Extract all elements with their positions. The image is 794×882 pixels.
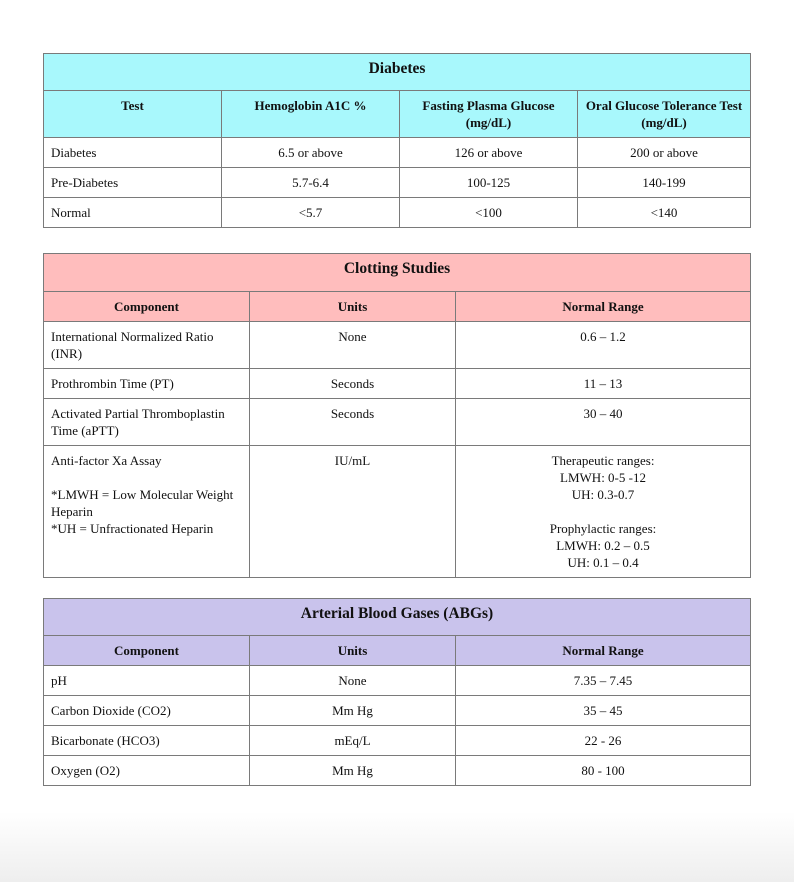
table-row — [44, 756, 751, 786]
table-cell: 6.5 or above — [222, 138, 400, 168]
column-header-test: Test — [44, 91, 222, 138]
clotting-header-row — [44, 292, 751, 322]
table-row — [44, 666, 751, 696]
antixa-units: IU/mL — [250, 446, 456, 578]
table-row — [44, 696, 751, 726]
table-cell — [456, 446, 751, 578]
table-row — [44, 446, 751, 578]
table-cell: Seconds — [250, 369, 456, 399]
abg-header-row — [44, 636, 751, 666]
column-header-ogtt: Oral Glucose Tolerance Test (mg/dL) — [578, 91, 751, 138]
table-cell — [44, 446, 250, 578]
table-cell: <140 — [578, 198, 751, 228]
table-cell: 7.35 – 7.45 — [456, 666, 751, 696]
table-cell: 200 or above — [578, 138, 751, 168]
table-cell: Oxygen (O2) — [44, 756, 250, 786]
abg-title: Arterial Blood Gases (ABGs) — [44, 599, 751, 636]
column-header-units: Units — [250, 636, 456, 666]
table-cell: Bicarbonate (HCO3) — [44, 726, 250, 756]
therapeutic-lmwh: LMWH: 0-5 -12 — [560, 470, 646, 485]
table-cell: Pre-Diabetes — [44, 168, 222, 198]
table-cell: Carbon Dioxide (CO2) — [44, 696, 250, 726]
table-cell: pH — [44, 666, 250, 696]
diabetes-table — [43, 53, 751, 228]
page-bottom-shadow — [0, 812, 794, 882]
table-row — [44, 198, 751, 228]
prophylactic-label: Prophylactic ranges: — [549, 521, 657, 536]
arterial-blood-gases-table — [43, 598, 751, 786]
column-header-units: Units — [250, 292, 456, 322]
prophylactic-lmwh: LMWH: 0.2 – 0.5 — [556, 538, 650, 553]
table-cell: None — [250, 322, 456, 369]
table-cell: mEq/L — [250, 726, 456, 756]
column-header-normal-range: Normal Range — [456, 292, 751, 322]
table-cell: 22 - 26 — [456, 726, 751, 756]
table-row — [44, 726, 751, 756]
table-cell: 100-125 — [400, 168, 578, 198]
table-row — [44, 322, 751, 369]
column-header-fasting-glucose: Fasting Plasma Glucose (mg/dL) — [400, 91, 578, 138]
therapeutic-uh: UH: 0.3-0.7 — [571, 487, 635, 502]
table-cell: 140-199 — [578, 168, 751, 198]
column-header-normal-range: Normal Range — [456, 636, 751, 666]
clotting-studies-title: Clotting Studies — [44, 254, 751, 292]
antixa-note-lmwh: *LMWH = Low Molecular Weight Heparin — [51, 487, 234, 519]
table-cell: <100 — [400, 198, 578, 228]
table-cell: Diabetes — [44, 138, 222, 168]
table-cell: Mm Hg — [250, 696, 456, 726]
table-cell: <5.7 — [222, 198, 400, 228]
table-cell: Activated Partial Thromboplastin Time (aPTT) — [44, 399, 250, 446]
therapeutic-label: Therapeutic ranges: — [551, 453, 655, 468]
table-cell: 0.6 – 1.2 — [456, 322, 751, 369]
table-row — [44, 399, 751, 446]
table-cell: 30 – 40 — [456, 399, 751, 446]
clotting-studies-table — [43, 253, 751, 578]
table-cell: 5.7-6.4 — [222, 168, 400, 198]
antixa-component: Anti-factor Xa Assay — [51, 453, 162, 468]
table-cell: 35 – 45 — [456, 696, 751, 726]
table-row — [44, 138, 751, 168]
column-header-hba1c: Hemoglobin A1C % — [222, 91, 400, 138]
prophylactic-uh: UH: 0.1 – 0.4 — [567, 555, 639, 570]
table-cell: Prothrombin Time (PT) — [44, 369, 250, 399]
table-cell: International Normalized Ratio (INR) — [44, 322, 250, 369]
table-cell: 11 – 13 — [456, 369, 751, 399]
column-header-component: Component — [44, 636, 250, 666]
table-cell: 80 - 100 — [456, 756, 751, 786]
table-cell: Mm Hg — [250, 756, 456, 786]
table-cell: Seconds — [250, 399, 456, 446]
table-row — [44, 369, 751, 399]
column-header-component: Component — [44, 292, 250, 322]
table-cell: 126 or above — [400, 138, 578, 168]
table-cell: Normal — [44, 198, 222, 228]
diabetes-header-row — [44, 91, 751, 138]
table-cell: None — [250, 666, 456, 696]
table-row — [44, 168, 751, 198]
diabetes-title: Diabetes — [44, 54, 751, 91]
antixa-note-uh: *UH = Unfractionated Heparin — [51, 521, 214, 536]
